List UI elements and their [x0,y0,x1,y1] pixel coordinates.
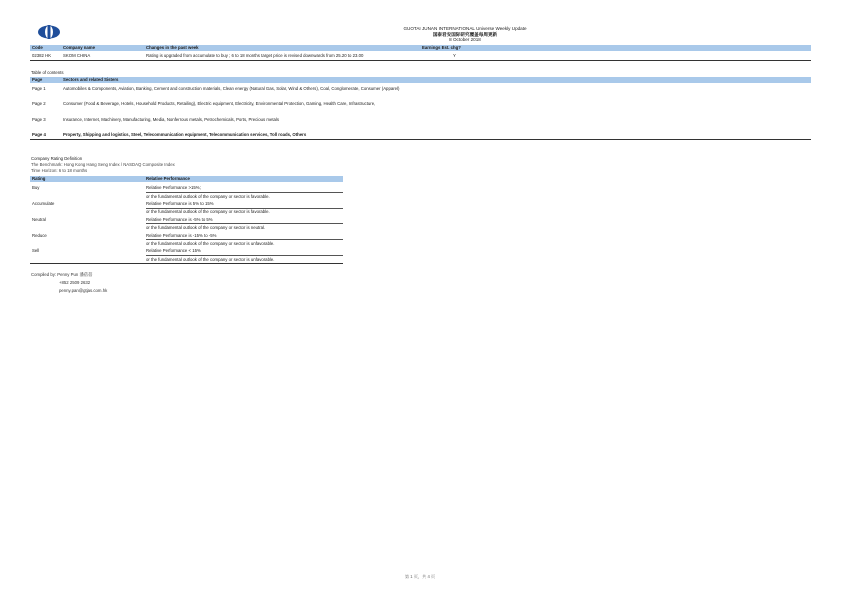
rating-sell-note: or the fundamental outlook of the company or sector is unfavorable. [146,256,275,262]
report-title: GUOTAI JUNAN INTERNATIONAL Universe Weekly Update [403,26,527,31]
page-indicator: 第 1 页，共 4 页 [404,574,436,579]
divider [30,60,811,61]
toc-sectors-1: Automobiles & Components, Aviation, Banking, Cement and construction materials, Clean energy (Natural Gas, Solar, Wind & Others), Coal, Conglomerate, Consumer (Apparel) [63,86,400,91]
toc-sectors-4: Property, Shipping and logistics, Steel, Telecommunication equipment, Telecommunication services, Toll roads, Others [63,132,307,137]
rating-accumulate: Accumulate [32,201,55,206]
divider [30,263,343,264]
rating-reduce-note: or the fundamental outlook of the company or sector is unfavorable. [146,240,275,246]
rating-accumulate-perf: Relative Performance is 5% to 15% [146,201,214,206]
rating-buy: Buy [32,185,40,190]
divider [146,192,343,193]
rating-buy-perf: Relative Performance >15%; [146,185,201,190]
col-sectors: Sectors and related Sisters [63,77,119,82]
table-row [30,53,811,59]
changes-table-header [30,45,811,51]
rating-benchmark: The Benchmark: Hong Kong Hang Seng Index / NASDAQ Composite Index [31,162,175,167]
company-logo-icon [36,25,62,39]
rating-reduce: Reduce [32,232,47,238]
col-page: Page [32,77,43,82]
toc-page-2: Page 2 [32,101,46,106]
toc-sectors-3: Insurance, Internet, Machinery, Manufacturing, Media, Nonferrous metals, Petrochemicals, Ports, Precious metals [63,117,280,122]
compiled-email[interactable]: penny.pan@gtjas.com.hk [59,288,108,293]
compiled-phone: +852 2509 2632 [59,280,91,285]
report-date: 8 October 2018 [449,37,481,42]
toc-sectors-2: Consumer (Food & Beverage, Hotels, Household Products, Retailing), Electric equipment, Electricity, Environmental Protection, Gaming, Health Care, Infrastructure, [63,101,376,106]
row-company: SKOM CHINA [63,53,91,58]
rating-sell-perf: Relative Performance < 15% [146,248,201,253]
rating-horizon: Time Horizon: 6 to 18 months [31,168,88,173]
rating-reduce-perf: Relative Performance is -15% to -5% [146,232,217,238]
col-company-name: Company name [63,45,95,50]
row-change: Rating is upgraded from accumulate to buy ; 6 to 18 months target price is revised downwards from 25.20 to 23.00 [146,53,364,58]
toc-page-1: Page 1 [32,86,46,91]
rating-accumulate-note: or the fundamental outlook of the company or sector is favorable. [146,209,270,214]
rating-neutral: Neutral [32,216,46,222]
row-earnings: Y [453,53,456,58]
rating-neutral-perf: Relative Performance is -5% to 5% [146,216,213,222]
report-subtitle: 国泰君安国际研究覆盖每周更新 [432,31,498,37]
toc-header [30,77,811,83]
toc-title: Table of contents [31,70,64,75]
compiled-by: Compiled by: Penny Pun 潘蓓蓓 [31,272,93,277]
divider [30,139,811,140]
rating-sell: Sell [32,248,40,253]
rating-buy-note: or the fundamental outlook of the company or sector is favorable. [146,194,270,199]
col-code: Code [32,45,43,50]
divider [146,223,343,224]
col-relative-performance: Relative Performance [146,176,190,181]
col-rating: Rating [32,176,46,181]
rating-header [30,176,343,182]
rating-title: Company Rating Definition [31,156,83,161]
toc-page-4: Page 4 [32,132,46,137]
row-code: 02382 HK [32,53,52,58]
toc-page-3: Page 3 [32,117,46,122]
col-earnings-chg: Earnings Est. chg? [422,45,461,50]
col-changes: Changes in the past week [146,45,199,50]
rating-neutral-note: or the fundamental outlook of the company or sector is neutral. [146,225,266,230]
